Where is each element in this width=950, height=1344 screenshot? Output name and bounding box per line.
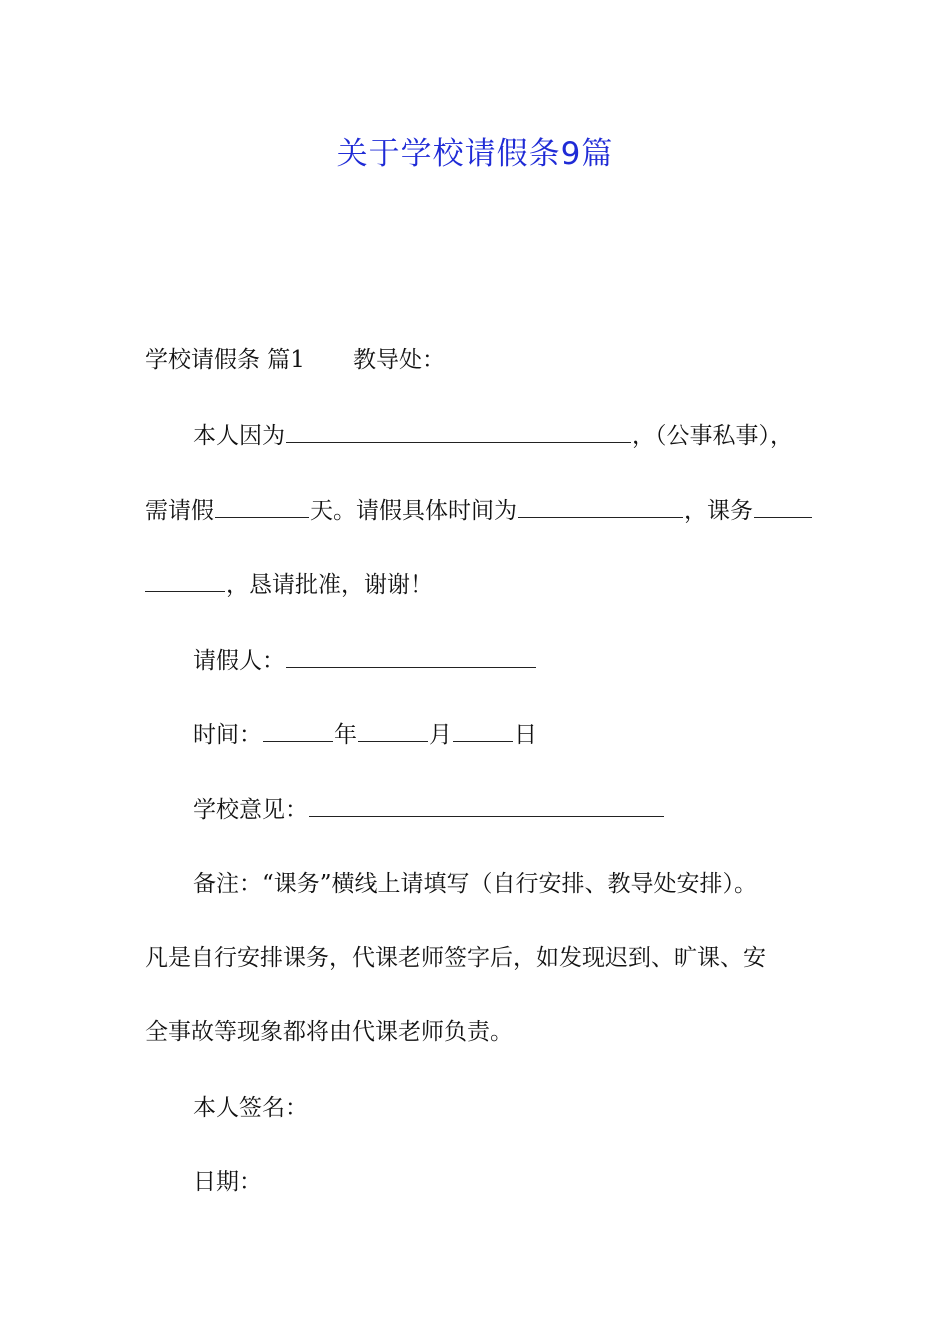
applicant-label: 请假人： [193, 648, 285, 674]
section-heading: 学校请假条 篇1 [145, 347, 305, 373]
courses-blank-end[interactable] [145, 569, 225, 592]
date-label: 日期： [193, 1169, 262, 1195]
recipient: 教导处： [352, 347, 445, 373]
applicant-line [193, 645, 873, 676]
note-line-3: 全事故等现象都将由代课老师负责。 [145, 1019, 513, 1045]
signature-label: 本人签名： [193, 1095, 308, 1121]
courses-label: ，课务 [684, 498, 753, 524]
note-line-1: 备注：“课务”横线上请填写（自行安排、教导处安排）。 [193, 871, 758, 897]
courses-blank-start[interactable] [754, 495, 812, 518]
reason-type: ，（公事私事）， [632, 423, 793, 449]
school-opinion-line [193, 794, 873, 825]
day-label: 日 [514, 722, 537, 748]
school-opinion-blank[interactable] [309, 794, 664, 817]
school-opinion-label: 学校意见： [193, 797, 308, 823]
note-line-2: 凡是自行安排课务，代课老师签字后，如发现迟到、旷课、安 [145, 945, 766, 971]
year-label: 年 [334, 722, 357, 748]
time-line [193, 719, 873, 750]
section-heading-line [145, 345, 825, 375]
month-blank[interactable] [358, 719, 428, 742]
time-range-blank[interactable] [518, 495, 683, 518]
reason-label: 本人因为 [193, 423, 285, 449]
paragraph-days [145, 495, 825, 526]
paragraph-reason [193, 420, 873, 451]
request-text: ，恳请批准，谢谢！ [226, 572, 433, 598]
time-label: 时间： [193, 722, 262, 748]
day-blank[interactable] [453, 719, 513, 742]
reason-blank[interactable] [286, 420, 631, 443]
time-range-label: 天。请假具体时间为 [310, 498, 517, 524]
month-label: 月 [429, 722, 452, 748]
document-title: 关于学校请假条9篇 [336, 136, 614, 172]
days-blank[interactable] [215, 495, 309, 518]
applicant-blank[interactable] [286, 645, 536, 668]
days-label: 需请假 [145, 498, 214, 524]
year-blank[interactable] [263, 719, 333, 742]
paragraph-request [145, 569, 825, 600]
